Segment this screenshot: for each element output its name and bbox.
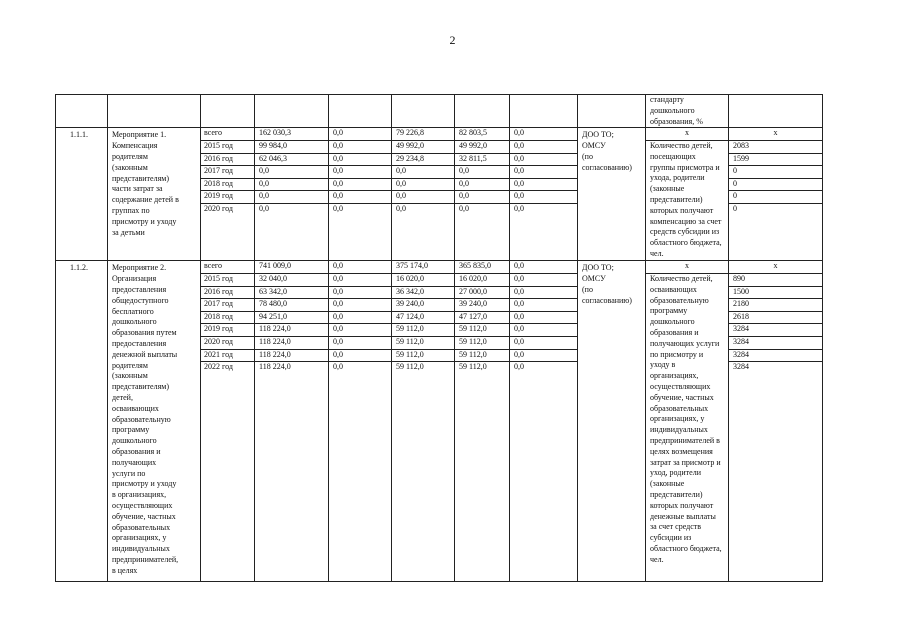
funding-col-a [329, 128, 392, 261]
funding-col-b [392, 261, 455, 582]
funding-value: 0,0 [329, 337, 391, 350]
year-label: всего [201, 261, 254, 274]
funding-value: 0,0 [329, 287, 391, 300]
funding-value: 0,0 [329, 141, 391, 154]
responsible-text: ДОО ТО; ОМСУ (по согласованию) [582, 263, 632, 305]
indicator-cell [646, 128, 729, 261]
funding-value: 0,0 [510, 312, 577, 325]
indicator-value: 3284 [733, 362, 749, 372]
funding-value: 79 226,8 [392, 128, 454, 141]
funding-value: 0,0 [329, 179, 391, 192]
funding-value: 0,0 [510, 179, 577, 192]
funding-value: 0,0 [510, 274, 577, 287]
event-text: Мероприятие 2. Организация предоставления общедоступного бесплатного дошкольного образования путем предоставления денежной выплаты родителям (законным представителям) детей, осваивающих образовательную программу дошкольного образования и получающих услуги по присмотру и уходу в организациях, осуществляющих обучение, частных образовательных организациях, у индивидуальных предпринимателей, в целях [112, 263, 179, 575]
indicator-value: 0 [729, 179, 822, 192]
funding-value: 82 803,5 [455, 128, 509, 141]
indicator-value: 890 [729, 274, 822, 287]
year-label: 2020 год [201, 337, 254, 350]
indicator-value: 0 [729, 191, 822, 204]
indicator-value: 1599 [729, 154, 822, 167]
indicator-top-mark: х [646, 128, 728, 141]
year-label: 2016 год [201, 154, 254, 167]
funding-value: 0,0 [510, 261, 577, 274]
funding-value: 0,0 [510, 324, 577, 337]
funding-value: 0,0 [455, 166, 509, 179]
funding-col-a [329, 261, 392, 582]
year-label: 2022 год [204, 362, 233, 372]
funding-value: 16 020,0 [455, 274, 509, 287]
empty-cell [578, 95, 646, 128]
indicator-value: 2180 [729, 299, 822, 312]
indicator-value: 3284 [729, 324, 822, 337]
total-value: 0,0 [259, 203, 269, 213]
funding-value: 0,0 [455, 191, 509, 204]
funding-value: 0,0 [510, 287, 577, 300]
page-number: 2 [449, 33, 456, 47]
funding-value: 0,0 [329, 350, 391, 363]
total-value: 118 224,0 [255, 350, 328, 363]
total-value: 32 040,0 [255, 274, 328, 287]
total-value: 78 480,0 [255, 299, 328, 312]
indicator-header-text: стандарту дошкольного образования, % [650, 95, 703, 126]
total-value: 99 984,0 [255, 141, 328, 154]
year-label: 2017 год [201, 166, 254, 179]
empty-cell [108, 95, 201, 128]
funding-value: 0,0 [514, 362, 524, 372]
indicator-value: 2083 [729, 141, 822, 154]
funding-value: 0,0 [333, 203, 343, 213]
table-row [56, 261, 823, 582]
empty-cell [729, 95, 823, 128]
funding-value: 59 112,0 [455, 350, 509, 363]
indicator-value: 2618 [729, 312, 822, 325]
funding-value: 0,0 [329, 154, 391, 167]
header-continuation-row [56, 95, 823, 128]
funding-value: 0,0 [329, 166, 391, 179]
indicator-value: 0 [733, 203, 737, 213]
funding-value: 59 112,0 [392, 350, 454, 363]
funding-col-d [510, 261, 578, 582]
total-funding-column [255, 128, 329, 261]
funding-value: 59 112,0 [455, 324, 509, 337]
funding-value: 0,0 [510, 128, 577, 141]
indicator-top-mark: х [646, 261, 728, 274]
funding-value: 0,0 [333, 362, 343, 372]
total-value: 118 224,0 [255, 337, 328, 350]
row-code: 1.1.2. [56, 261, 108, 582]
total-value: 63 342,0 [255, 287, 328, 300]
empty-cell [455, 95, 510, 128]
empty-cell [255, 95, 329, 128]
funding-value: 47 124,0 [392, 312, 454, 325]
year-label: 2021 год [201, 350, 254, 363]
funding-value: 0,0 [510, 299, 577, 312]
indicator-value: х [729, 261, 822, 274]
event-text: Мероприятие 1. Компенсация родителям (законным представителям) части затрат за содержание детей в группах по присмотру и уходу за детьми [112, 130, 179, 237]
event-description [108, 128, 201, 261]
funding-value: 0,0 [459, 203, 469, 213]
funding-value: 47 127,0 [455, 312, 509, 325]
indicator-cell [646, 261, 729, 582]
total-value: 118 224,0 [259, 362, 291, 372]
row-code: 1.1.1. [56, 128, 108, 261]
year-column [201, 261, 255, 582]
funding-value: 16 020,0 [392, 274, 454, 287]
year-label: 2018 год [201, 312, 254, 325]
total-value: 162 030,3 [255, 128, 328, 141]
funding-value: 0,0 [396, 203, 406, 213]
empty-cell [201, 95, 255, 128]
year-label: 2016 год [201, 287, 254, 300]
empty-cell [56, 95, 108, 128]
year-label: 2018 год [201, 179, 254, 192]
program-table [55, 94, 823, 582]
funding-col-c [455, 128, 510, 261]
total-funding-column [255, 261, 329, 582]
indicator-value: х [729, 128, 822, 141]
funding-value: 0,0 [392, 191, 454, 204]
funding-col-d [510, 128, 578, 261]
total-value: 0,0 [255, 191, 328, 204]
funding-value: 0,0 [392, 166, 454, 179]
funding-col-b [392, 128, 455, 261]
total-value: 94 251,0 [255, 312, 328, 325]
funding-value: 0,0 [329, 312, 391, 325]
total-value: 118 224,0 [255, 324, 328, 337]
funding-value: 59 112,0 [459, 362, 487, 372]
year-label: 2019 год [201, 191, 254, 204]
funding-value: 0,0 [510, 154, 577, 167]
indicator-values-column [729, 128, 823, 261]
empty-cell [329, 95, 392, 128]
year-label: 2017 год [201, 299, 254, 312]
funding-value: 49 992,0 [455, 141, 509, 154]
responsible-executor [578, 261, 646, 582]
table-row [56, 128, 823, 261]
funding-value: 59 112,0 [392, 324, 454, 337]
funding-value: 0,0 [510, 141, 577, 154]
funding-value: 0,0 [514, 203, 524, 213]
indicator-text: Количество детей, осваивающих образовательную программу дошкольного образования и получающих услуги по присмотру и уходу в организациях, осуществляющих обучение, частных образовательных организациях, у индивидуальных предпринимателей в целях возмещения затрат за присмотр и уход, родители (законные представители) которых получают денежные выплаты за счет средств субсидии из областного бюджета, чел. [650, 273, 722, 564]
year-label: 2020 год [204, 203, 233, 213]
funding-value: 0,0 [329, 274, 391, 287]
funding-value: 0,0 [510, 337, 577, 350]
indicator-value: 1500 [729, 287, 822, 300]
year-label: всего [201, 128, 254, 141]
responsible-text: ДОО ТО; ОМСУ (по согласованию) [582, 130, 632, 172]
funding-value: 39 240,0 [455, 299, 509, 312]
year-label: 2015 год [201, 141, 254, 154]
funding-value: 0,0 [510, 350, 577, 363]
empty-cell [392, 95, 455, 128]
funding-value: 0,0 [455, 179, 509, 192]
total-value: 741 009,0 [255, 261, 328, 274]
funding-value: 36 342,0 [392, 287, 454, 300]
funding-value: 0,0 [510, 166, 577, 179]
funding-value: 59 112,0 [392, 337, 454, 350]
funding-value: 39 240,0 [392, 299, 454, 312]
funding-value: 0,0 [510, 191, 577, 204]
funding-value: 0,0 [329, 261, 391, 274]
total-value: 62 046,3 [255, 154, 328, 167]
indicator-header-cell [646, 95, 729, 128]
year-label: 2019 год [201, 324, 254, 337]
funding-value: 49 992,0 [392, 141, 454, 154]
responsible-executor [578, 128, 646, 261]
total-value: 0,0 [255, 166, 328, 179]
funding-value: 365 835,0 [455, 261, 509, 274]
indicator-value: 3284 [729, 350, 822, 363]
funding-value: 59 112,0 [455, 337, 509, 350]
funding-value: 27 000,0 [455, 287, 509, 300]
funding-col-c [455, 261, 510, 582]
indicator-text: Количество детей, посещающих группы присмотра и ухода, родители (законные представители) которых получают компенсацию за счет средств субсидии из областного бюджета, чел. [650, 140, 722, 258]
total-value: 0,0 [255, 179, 328, 192]
indicator-value: 3284 [729, 337, 822, 350]
funding-value: 0,0 [329, 299, 391, 312]
event-description [108, 261, 201, 582]
funding-value: 0,0 [392, 179, 454, 192]
funding-value: 59 112,0 [396, 362, 424, 372]
year-label: 2015 год [201, 274, 254, 287]
indicator-value: 0 [729, 166, 822, 179]
funding-value: 0,0 [329, 324, 391, 337]
funding-value: 0,0 [329, 191, 391, 204]
funding-value: 375 174,0 [392, 261, 454, 274]
empty-cell [510, 95, 578, 128]
funding-value: 32 811,5 [455, 154, 509, 167]
indicator-values-column [729, 261, 823, 582]
funding-value: 29 234,8 [392, 154, 454, 167]
year-column [201, 128, 255, 261]
funding-value: 0,0 [329, 128, 391, 141]
